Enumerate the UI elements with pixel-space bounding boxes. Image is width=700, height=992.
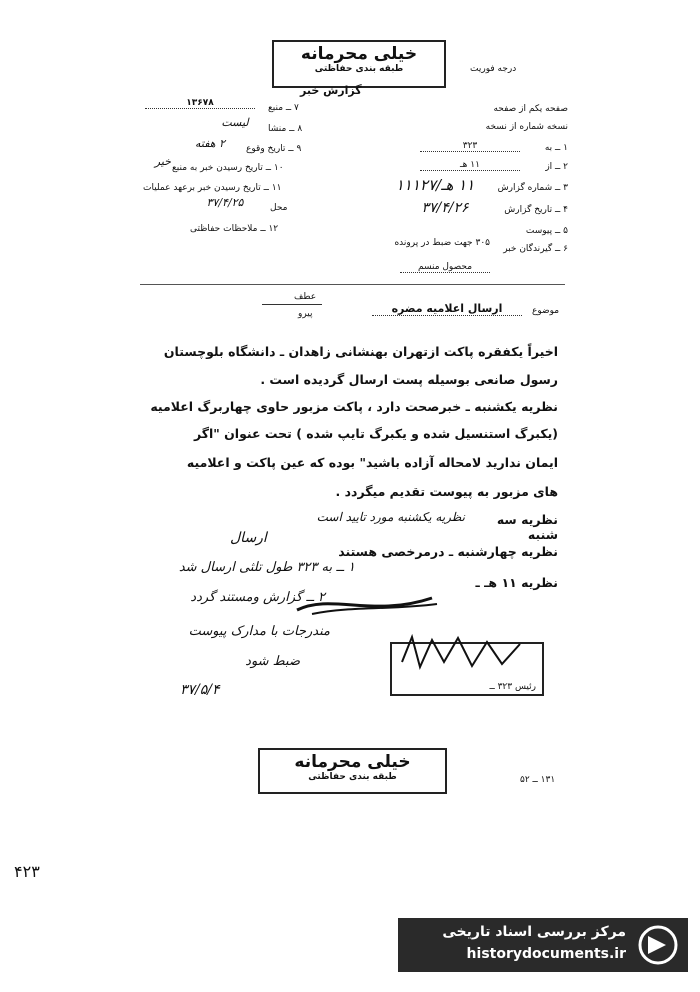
recipients-label: ۶ ــ گیرندگان خبر	[503, 244, 568, 254]
received-ops-label: ۱۱ ــ تاریخ رسیدن خبر برعهد عملیات	[143, 183, 282, 193]
received-source-value: خیر	[154, 155, 171, 168]
followup-label: پیرو	[298, 309, 313, 319]
body-line-6: های مزبور به پیوست تقدیم میگردد .	[335, 484, 558, 499]
body-line-3: نظریه یکشنبه ـ خبرصحت دارد ، پاکت مزبور حاوی چهاربرگ اعلامیه	[150, 399, 558, 414]
report-date-label: ۴ ــ تاریخ گزارش	[504, 205, 568, 215]
recipients-extra: محصول منسم	[400, 262, 490, 273]
top-classification-stamp	[272, 40, 446, 88]
bottom-classification-stamp	[258, 748, 447, 794]
subject-label: موضوع	[532, 306, 560, 316]
page-number: ۴۲۳	[14, 862, 40, 881]
report-date-value: ۳۷/۴/۲۶	[421, 200, 469, 216]
reference-label: عطف	[294, 292, 317, 302]
from-value: ۱۱ هـ	[420, 160, 520, 171]
source-label: ۷ ــ منبع	[268, 103, 299, 113]
body-line-9: نظریه ۱۱ هـ ـ	[475, 575, 558, 590]
body-line-4: (یکبرگ استنسیل شده و یکبرگ تایپ شده ) تحت عنوان "اگر	[193, 426, 558, 441]
security-notes-label: ۱۲ ــ ملاحظات حفاظتی	[190, 224, 279, 234]
archive-logo-title: مرکز بررسی اسناد تاریخی	[442, 924, 626, 940]
divider-line	[140, 284, 565, 285]
body-line-1: اخیراً یکفقره پاکت ازتهران بهنشانی زاهدان ـ دانشگاه بلوچستان	[163, 344, 558, 359]
signature-stamp	[390, 642, 544, 696]
body-line-8: نظریه چهارشنبه ـ درمرخصی هستند	[338, 544, 558, 559]
bottom-stamp-text: خیلی محرمانه	[294, 752, 411, 772]
handwritten-note-2: ۱ ــ به ۳۲۳ طول تلثی ارسال شد	[178, 560, 355, 575]
received-ops-value: ۳۷/۴/۲۵	[206, 196, 244, 209]
reference-line	[262, 304, 322, 305]
bottom-stamp-sub: طبقه بندی حفاظتی	[308, 772, 397, 782]
origin-label: ۸ ــ منشا	[268, 124, 303, 134]
report-title: گزارش خبر	[300, 84, 362, 97]
archive-logo-bar	[398, 918, 688, 972]
to-label: ۱ ــ به	[544, 143, 568, 153]
received-source-label: ۱۰ ــ تاریخ رسیدن خبر به منبع	[172, 163, 284, 173]
subject-value: ارسال اعلامیه مضره	[372, 302, 522, 316]
form-code: ۱۳۱ ــ ۵۲	[520, 775, 556, 785]
handwritten-note-3: ۲ ــ گزارش ومستند گردد	[190, 590, 325, 605]
archive-emblem-icon	[636, 924, 680, 966]
occurrence-date-label: ۹ ــ تاریخ وقوع	[246, 144, 302, 154]
copy-field: نسخه شماره از نسخه	[485, 122, 568, 132]
to-value: ۳۲۳	[420, 141, 520, 152]
from-label: ۲ ــ از	[545, 162, 568, 172]
recipients-value: ۳۰۵ جهت ضبط در پرونده	[394, 238, 490, 248]
origin-value: لیست	[221, 116, 249, 129]
source-value: ۱۳۶۷۸	[145, 98, 255, 109]
top-stamp-sub: طبقه بندی حفاظتی	[314, 64, 404, 74]
occurrence-date-value: ۲ هفته	[194, 137, 225, 150]
handwritten-note-5: ضبط شود	[245, 654, 300, 669]
handwritten-date: ۳۷/۵/۴	[180, 682, 220, 698]
place-label: محل	[270, 203, 288, 213]
report-number-label: ۳ ــ شماره گزارش	[497, 183, 568, 193]
grade-label: درجه فوریت	[470, 64, 517, 74]
attachment-label: ۵ ــ پیوست	[525, 226, 568, 236]
body-line-5: ایمان ندارید لامحاله آزاده باشید" بوده که عین پاکت و اعلامیه	[186, 455, 558, 470]
signature-mark	[392, 632, 542, 672]
top-stamp-text: خیلی محرمانه	[300, 44, 418, 64]
page-field: صفحه یکم از صفحه	[493, 104, 568, 114]
body-line-7: نظریه سه شنبه	[496, 512, 558, 542]
body-line-2: رسول صانعی بوسیله پست ارسال گردیده است .	[260, 372, 558, 387]
stamp-signature-label: رئیس ۳۲۳ ــ	[489, 682, 536, 692]
report-number-value: ۱۱ هـ/۱۱۱۲۷	[395, 176, 475, 194]
handwritten-note-4: مندرجات با مدارک پیوست	[188, 624, 330, 639]
handwritten-note-1: ارسال	[230, 530, 267, 546]
signature-scribble	[292, 588, 442, 620]
archive-logo-url: historydocuments.ir	[466, 946, 626, 962]
handwritten-opinion: نظریه یکشنبه مورد تایید است	[316, 510, 465, 524]
